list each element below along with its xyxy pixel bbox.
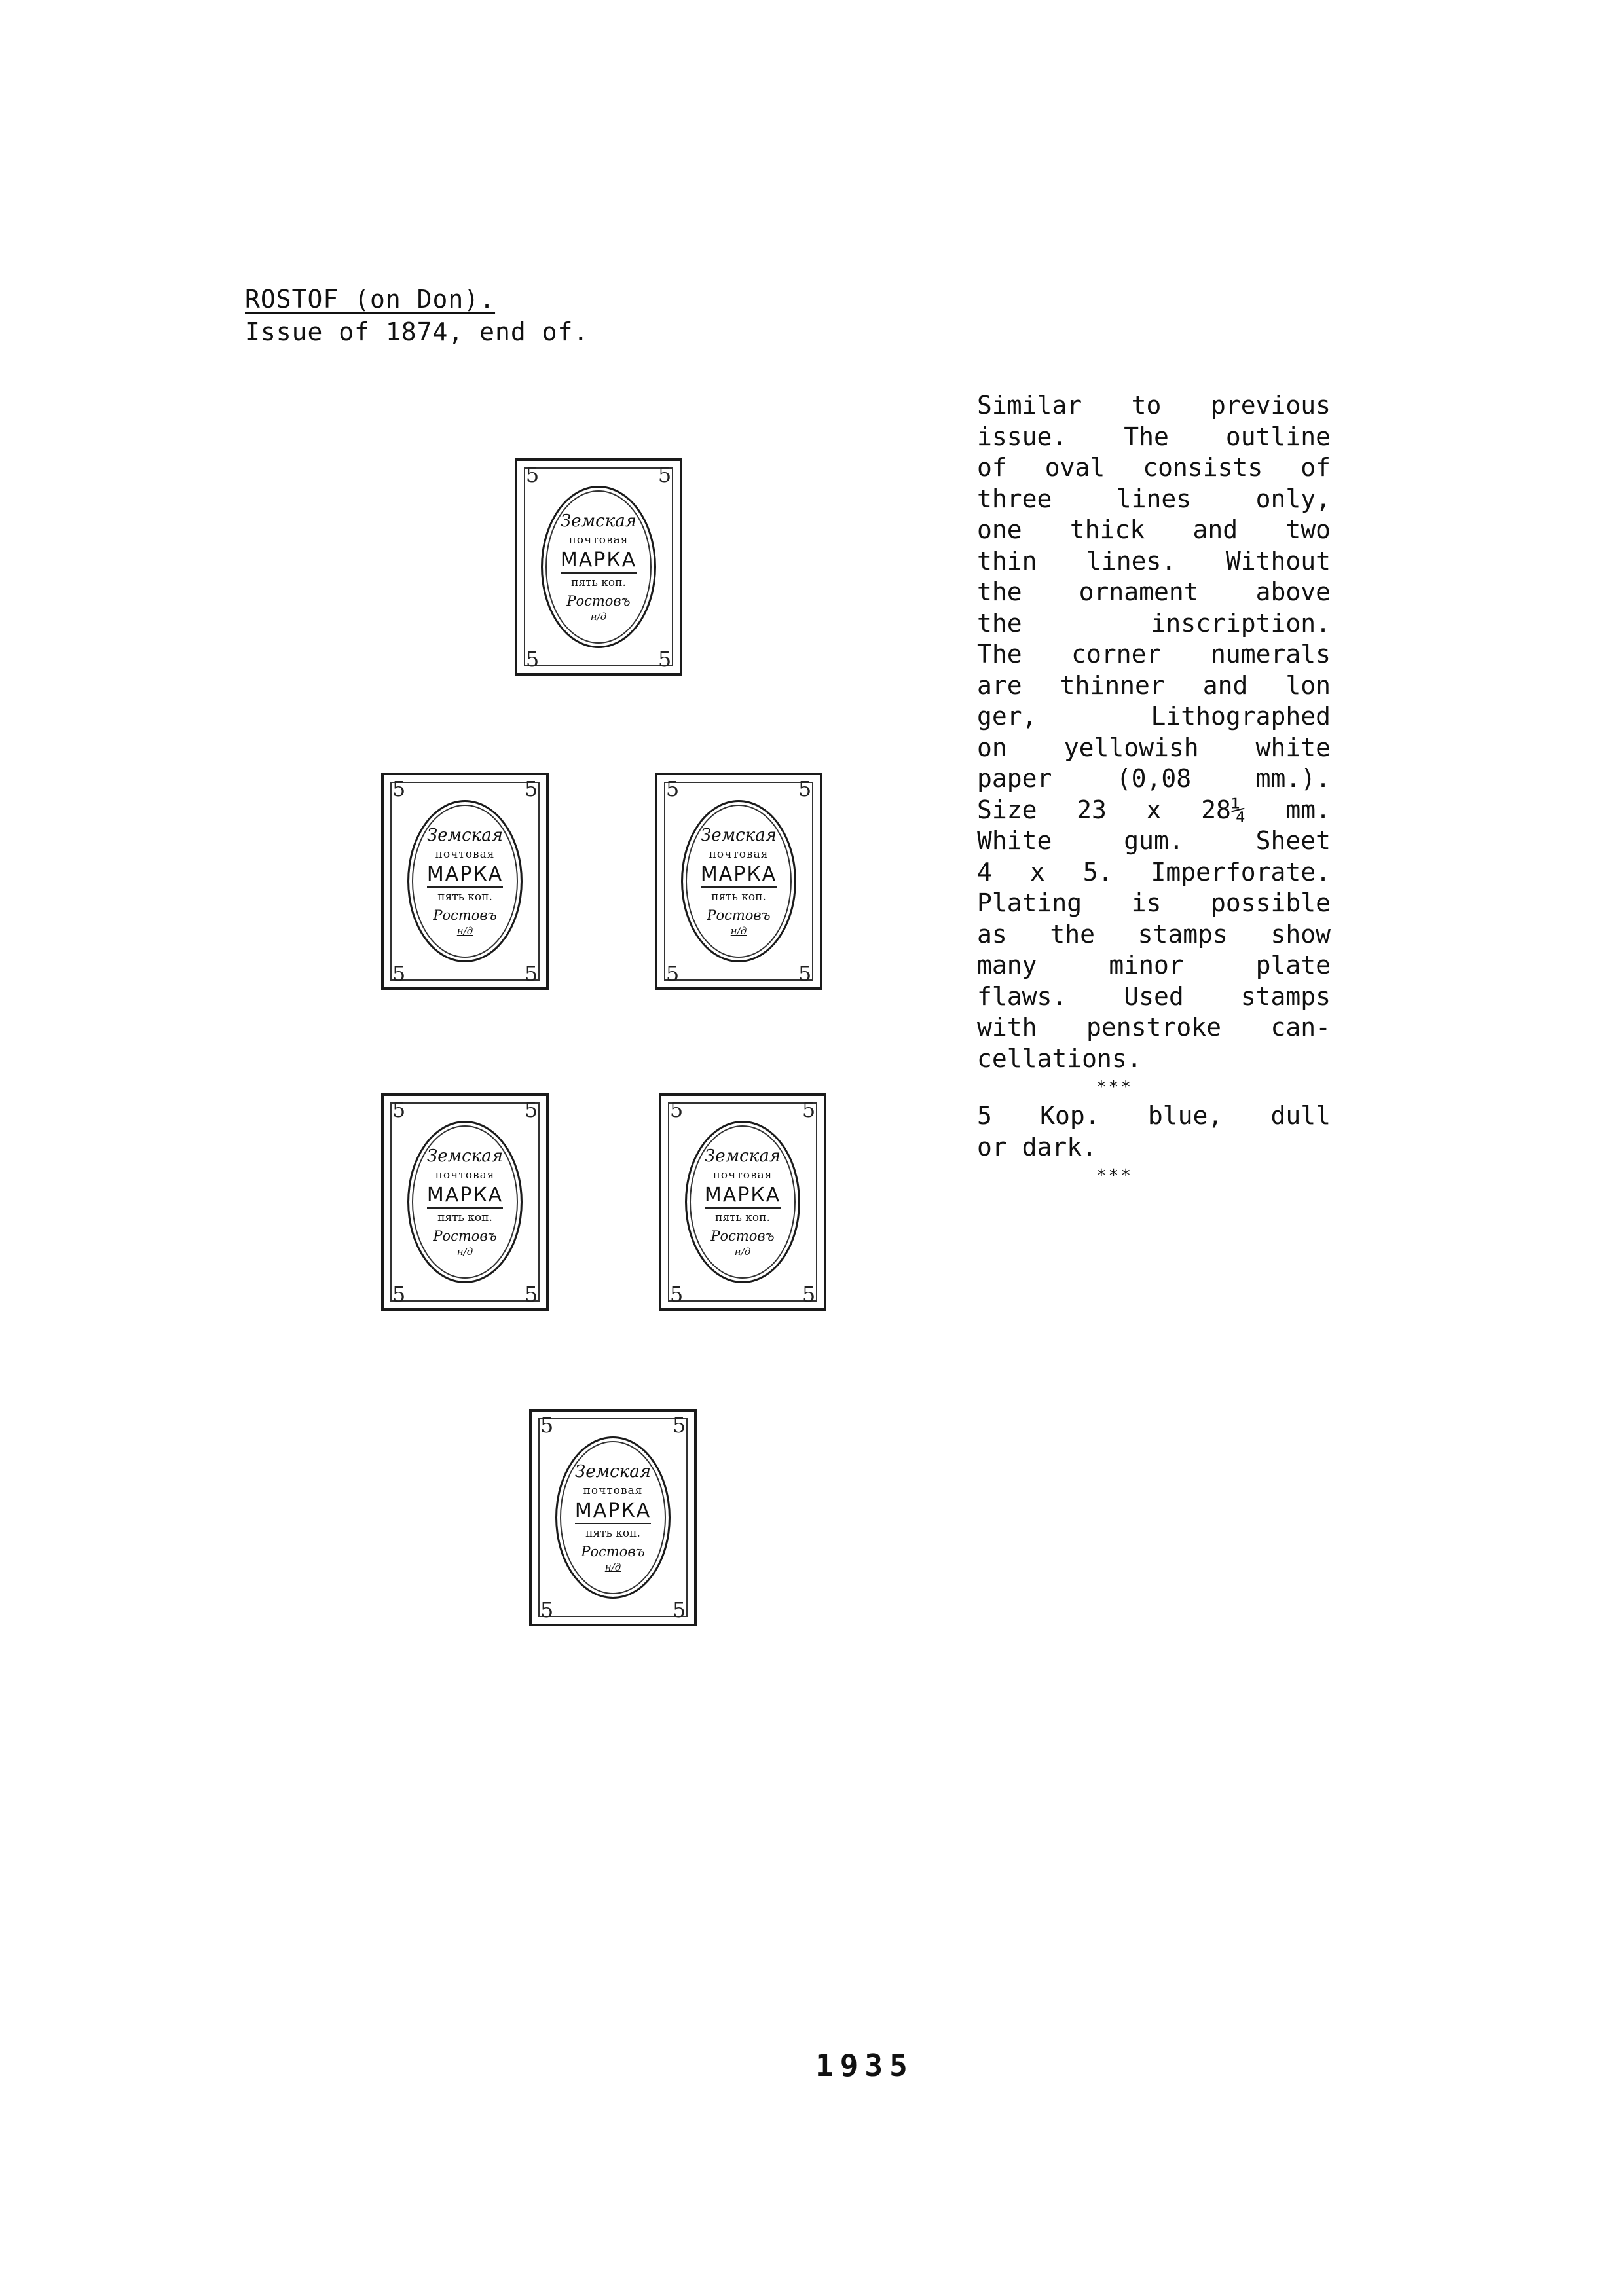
stamp-line-zemskaya: Земская (575, 1462, 651, 1482)
page-number: 1935 (815, 2048, 914, 2083)
stamp-line-marka: МАРКА (701, 863, 777, 888)
stamp-line-nd: н/д (456, 925, 473, 937)
description-line: the inscription. (977, 608, 1331, 638)
header (245, 283, 589, 348)
description-line: cellations. (977, 1044, 1142, 1073)
stamp-line-nd: н/д (456, 1246, 473, 1258)
stamp-image (381, 773, 549, 990)
description-line: many minor plate (977, 951, 1331, 979)
corner-numeral: 5 (525, 647, 540, 672)
corner-numeral: 5 (525, 462, 540, 487)
stamp-line-marka: МАРКА (427, 863, 503, 888)
separator-stars-end: *** (1096, 1166, 1133, 1186)
stamp-oval (685, 1121, 800, 1283)
stamp-line-value: пять коп. (437, 1211, 492, 1224)
stamp-line-marka: МАРКА (427, 1184, 503, 1209)
stamp-line-value: пять коп. (571, 576, 626, 589)
stamp-line-zemskaya: Земская (701, 826, 777, 845)
page-title: ROSTOF (on Don). (245, 285, 496, 314)
description-line: as the stamps show (977, 919, 1331, 949)
stamp-oval (407, 800, 523, 962)
description-line: three lines only, (977, 484, 1331, 513)
description-line: thin lines. Without (977, 546, 1331, 575)
stamp-image (659, 1093, 826, 1311)
stamp-line-town: Ростовъ (566, 593, 631, 609)
stamp-line-zemskaya: Земская (427, 826, 503, 845)
stamp-line-value: пять коп. (437, 890, 492, 903)
stamp-image (381, 1093, 549, 1311)
corner-numeral: 5 (665, 961, 680, 986)
stamp-oval (555, 1436, 671, 1599)
stamp-line-marka: МАРКА (561, 549, 637, 574)
corner-numeral: 5 (524, 1097, 538, 1122)
corner-numeral: 5 (798, 776, 812, 801)
description-line: issue. The outline (977, 422, 1331, 451)
stamp-line-town: Ростовъ (433, 1228, 497, 1244)
stamp-line-pochtovaya: почтовая (435, 1169, 495, 1182)
stamp-line-marka: МАРКА (575, 1499, 651, 1524)
description-line: White gum. Sheet (977, 826, 1331, 855)
description-line: The corner numerals (977, 640, 1331, 668)
stamp-oval (541, 486, 656, 648)
stamp-line-value: пять коп. (711, 890, 766, 903)
stamp-image (529, 1409, 697, 1626)
description-line: ger, Lithographed (977, 702, 1331, 731)
value-line: or dark. (977, 1132, 1098, 1161)
stamp-oval (681, 800, 796, 962)
corner-numeral: 5 (392, 1282, 406, 1307)
stamp-image (655, 773, 822, 990)
stamp-line-zemskaya: Земская (427, 1146, 503, 1166)
stamp-line-value: пять коп. (715, 1211, 770, 1224)
corner-numeral: 5 (392, 961, 406, 986)
stamp-line-nd: н/д (734, 1246, 751, 1258)
description-line: 4 x 5. Imperforate. (977, 857, 1331, 886)
corner-numeral: 5 (392, 1097, 406, 1122)
stamp-line-pochtovaya: почтовая (712, 1169, 773, 1182)
stamp-line-marka: МАРКА (705, 1184, 781, 1209)
description-line: on yellowish white (977, 733, 1331, 762)
stamp-line-value: пять коп. (585, 1527, 640, 1540)
stamp-line-pochtovaya: почтовая (709, 848, 769, 861)
description-line: of oval consists of (977, 453, 1331, 482)
corner-numeral: 5 (669, 1282, 684, 1307)
corner-numeral: 5 (540, 1597, 554, 1622)
corner-numeral: 5 (524, 1282, 538, 1307)
stamp-line-zemskaya: Земская (705, 1146, 781, 1166)
corner-numeral: 5 (669, 1097, 684, 1122)
corner-numeral: 5 (540, 1413, 554, 1438)
description-line: paper (0,08 mm.). (977, 764, 1331, 793)
corner-numeral: 5 (802, 1097, 816, 1122)
corner-numeral: 5 (657, 647, 672, 672)
corner-numeral: 5 (672, 1413, 686, 1438)
value-line: 5 Kop. blue, dull (977, 1101, 1331, 1130)
description-line: Similar to previous (977, 391, 1331, 420)
stamp-line-pochtovaya: почтовая (568, 534, 629, 547)
stamp-oval (407, 1121, 523, 1283)
stamp-line-pochtovaya: почтовая (435, 848, 495, 861)
stamp-line-town: Ростовъ (581, 1544, 645, 1559)
stamp-line-pochtovaya: почтовая (583, 1484, 643, 1497)
stamp-line-town: Ростовъ (707, 907, 771, 923)
stamp-line-nd: н/д (590, 611, 607, 623)
stamp-image (515, 458, 682, 676)
stamp-line-zemskaya: Земская (561, 511, 637, 531)
corner-numeral: 5 (802, 1282, 816, 1307)
corner-numeral: 5 (392, 776, 406, 801)
issue-subtitle: Issue of 1874, end of. (245, 318, 589, 346)
stamp-line-town: Ростовъ (433, 907, 497, 923)
corner-numeral: 5 (672, 1597, 686, 1622)
corner-numeral: 5 (657, 462, 672, 487)
stamp-line-town: Ростовъ (710, 1228, 775, 1244)
description-line: with penstroke can- (977, 1013, 1331, 1042)
description-line: the ornament above (977, 577, 1331, 606)
description-block (977, 390, 1331, 1189)
description-line: Plating is possible (977, 888, 1331, 917)
description-line: flaws. Used stamps (977, 981, 1331, 1011)
separator-stars: *** (1096, 1078, 1133, 1097)
corner-numeral: 5 (524, 776, 538, 801)
corner-numeral: 5 (798, 961, 812, 986)
description-line: one thick and two (977, 515, 1331, 544)
stamp-line-nd: н/д (730, 925, 747, 937)
corner-numeral: 5 (524, 961, 538, 986)
stamp-line-nd: н/д (604, 1561, 621, 1573)
corner-numeral: 5 (665, 776, 680, 801)
description-line: Size 23 x 28¼ mm. (977, 795, 1331, 824)
description-line: are thinner and lon (977, 670, 1331, 700)
